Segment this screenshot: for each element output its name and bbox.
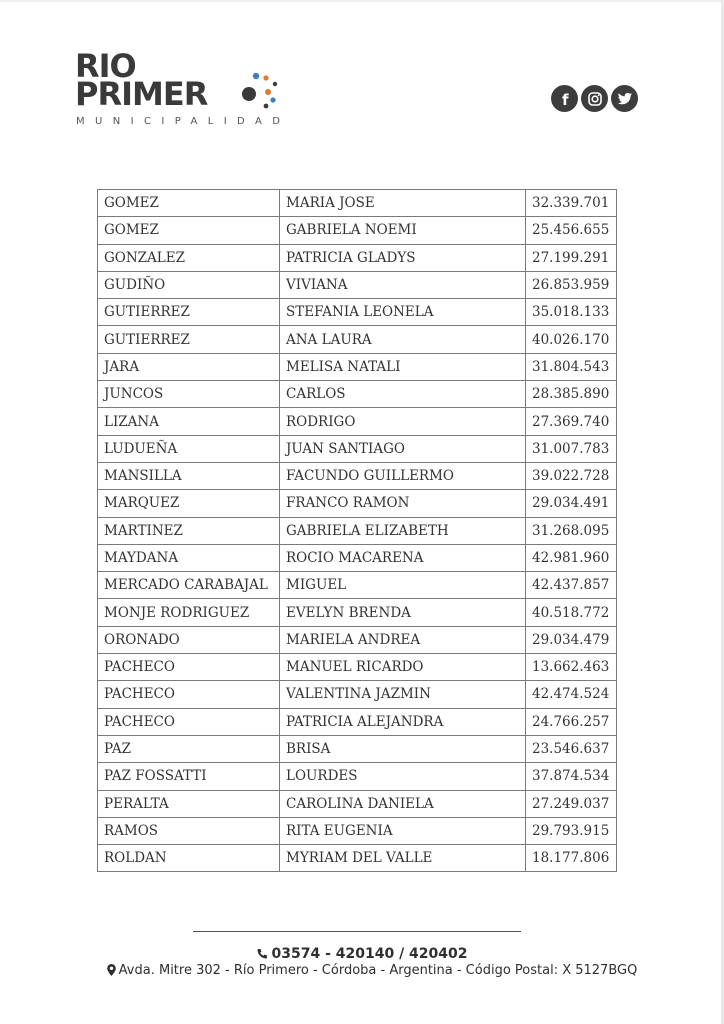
last-name-cell: MARTINEZ bbox=[98, 517, 280, 544]
first-name-cell: BRISA bbox=[280, 735, 526, 762]
dni-cell: 27.369.740 bbox=[526, 408, 617, 435]
first-name-cell: FRANCO RAMON bbox=[280, 490, 526, 517]
first-name-cell: JUAN SANTIAGO bbox=[280, 435, 526, 462]
dni-cell: 40.026.170 bbox=[526, 326, 617, 353]
table-row bbox=[98, 408, 617, 435]
table-row bbox=[98, 544, 617, 571]
roster-table bbox=[97, 189, 617, 872]
first-name-cell: MARIA JOSE bbox=[280, 190, 526, 217]
dni-cell: 32.339.701 bbox=[526, 190, 617, 217]
first-name-cell: LOURDES bbox=[280, 763, 526, 790]
table-row bbox=[98, 763, 617, 790]
first-name-cell: MYRIAM DEL VALLE bbox=[280, 845, 526, 872]
table-row bbox=[98, 271, 617, 298]
dni-cell: 25.456.655 bbox=[526, 217, 617, 244]
dni-cell: 42.981.960 bbox=[526, 544, 617, 571]
twitter-icon[interactable] bbox=[611, 85, 638, 112]
last-name-cell: RAMOS bbox=[98, 817, 280, 844]
table-row bbox=[98, 572, 617, 599]
dni-cell: 26.853.959 bbox=[526, 271, 617, 298]
dni-cell: 31.007.783 bbox=[526, 435, 617, 462]
table-row bbox=[98, 217, 617, 244]
last-name-cell: MONJE RODRIGUEZ bbox=[98, 599, 280, 626]
last-name-cell: MARQUEZ bbox=[98, 490, 280, 517]
first-name-cell: VALENTINA JAZMIN bbox=[280, 681, 526, 708]
dni-cell: 29.034.479 bbox=[526, 626, 617, 653]
last-name-cell: PERALTA bbox=[98, 790, 280, 817]
municipality-logo bbox=[75, 48, 290, 130]
first-name-cell: RITA EUGENIA bbox=[280, 817, 526, 844]
footer-phone: 03574 - 420140 / 420402 bbox=[271, 946, 468, 962]
first-name-cell: CAROLINA DANIELA bbox=[280, 790, 526, 817]
table-row bbox=[98, 490, 617, 517]
svg-text:f: f bbox=[561, 90, 569, 107]
last-name-cell: MANSILLA bbox=[98, 462, 280, 489]
dni-cell: 28.385.890 bbox=[526, 381, 617, 408]
first-name-cell: GABRIELA ELIZABETH bbox=[280, 517, 526, 544]
last-name-cell: PACHECO bbox=[98, 708, 280, 735]
dni-cell: 18.177.806 bbox=[526, 845, 617, 872]
logo-figure-icon bbox=[238, 70, 280, 112]
dni-cell: 23.546.637 bbox=[526, 735, 617, 762]
table-row bbox=[98, 381, 617, 408]
table-row bbox=[98, 353, 617, 380]
dni-cell: 31.268.095 bbox=[526, 517, 617, 544]
last-name-cell: PAZ FOSSATTI bbox=[98, 763, 280, 790]
first-name-cell: CARLOS bbox=[280, 381, 526, 408]
dni-cell: 27.199.291 bbox=[526, 244, 617, 271]
dni-cell: 24.766.257 bbox=[526, 708, 617, 735]
table-row bbox=[98, 817, 617, 844]
first-name-cell: STEFANIA LEONELA bbox=[280, 299, 526, 326]
dni-cell: 13.662.463 bbox=[526, 654, 617, 681]
last-name-cell: ORONADO bbox=[98, 626, 280, 653]
last-name-cell: PACHECO bbox=[98, 654, 280, 681]
dni-cell: 27.249.037 bbox=[526, 790, 617, 817]
social-links bbox=[551, 85, 638, 113]
footer-divider bbox=[193, 931, 521, 932]
table-row bbox=[98, 190, 617, 217]
last-name-cell: GUDIÑO bbox=[98, 271, 280, 298]
logo-line-rio: RIO bbox=[75, 47, 136, 85]
footer-phone-line bbox=[0, 946, 724, 962]
footer-address-line bbox=[10, 963, 724, 978]
table-row bbox=[98, 654, 617, 681]
last-name-cell: GOMEZ bbox=[98, 217, 280, 244]
table-row bbox=[98, 435, 617, 462]
first-name-cell: MARIELA ANDREA bbox=[280, 626, 526, 653]
dni-cell: 35.018.133 bbox=[526, 299, 617, 326]
last-name-cell: PACHECO bbox=[98, 681, 280, 708]
scan-edge-top bbox=[0, 0, 724, 2]
last-name-cell: GONZALEZ bbox=[98, 244, 280, 271]
logo-subtitle: MUNICIPALIDAD bbox=[76, 116, 291, 127]
first-name-cell: PATRICIA ALEJANDRA bbox=[280, 708, 526, 735]
table-row bbox=[98, 326, 617, 353]
table-row bbox=[98, 626, 617, 653]
table-row bbox=[98, 681, 617, 708]
first-name-cell: MIGUEL bbox=[280, 572, 526, 599]
table-row bbox=[98, 599, 617, 626]
first-name-cell: PATRICIA GLADYS bbox=[280, 244, 526, 271]
first-name-cell: ROCIO MACARENA bbox=[280, 544, 526, 571]
last-name-cell: PAZ bbox=[98, 735, 280, 762]
last-name-cell: ROLDAN bbox=[98, 845, 280, 872]
dni-cell: 29.034.491 bbox=[526, 490, 617, 517]
table-row bbox=[98, 517, 617, 544]
table-row bbox=[98, 845, 617, 872]
first-name-cell: MELISA NATALI bbox=[280, 353, 526, 380]
footer-address: Avda. Mitre 302 - Río Primero - Córdoba - Argentina - Código Postal: X 5127BGQ bbox=[118, 963, 638, 978]
last-name-cell: GUTIERREZ bbox=[98, 326, 280, 353]
dni-cell: 39.022.728 bbox=[526, 462, 617, 489]
roster-table-body bbox=[98, 190, 617, 872]
last-name-cell: GOMEZ bbox=[98, 190, 280, 217]
dni-cell: 29.793.915 bbox=[526, 817, 617, 844]
dni-cell: 40.518.772 bbox=[526, 599, 617, 626]
last-name-cell: LIZANA bbox=[98, 408, 280, 435]
first-name-cell: ANA LAURA bbox=[280, 326, 526, 353]
instagram-icon[interactable] bbox=[581, 85, 608, 112]
table-row bbox=[98, 790, 617, 817]
last-name-cell: MERCADO CARABAJAL bbox=[98, 572, 280, 599]
table-row bbox=[98, 462, 617, 489]
first-name-cell: FACUNDO GUILLERMO bbox=[280, 462, 526, 489]
dni-cell: 42.437.857 bbox=[526, 572, 617, 599]
dni-cell: 31.804.543 bbox=[526, 353, 617, 380]
first-name-cell: VIVIANA bbox=[280, 271, 526, 298]
table-row bbox=[98, 299, 617, 326]
last-name-cell: JUNCOS bbox=[98, 381, 280, 408]
table-row bbox=[98, 708, 617, 735]
location-pin-icon bbox=[107, 964, 116, 976]
last-name-cell: JARA bbox=[98, 353, 280, 380]
last-name-cell: LUDUEÑA bbox=[98, 435, 280, 462]
facebook-icon[interactable] bbox=[551, 85, 578, 112]
logo-line-primer: PRIMER bbox=[75, 75, 208, 113]
last-name-cell: GUTIERREZ bbox=[98, 299, 280, 326]
first-name-cell: GABRIELA NOEMI bbox=[280, 217, 526, 244]
last-name-cell: MAYDANA bbox=[98, 544, 280, 571]
table-row bbox=[98, 735, 617, 762]
first-name-cell: MANUEL RICARDO bbox=[280, 654, 526, 681]
table-row bbox=[98, 244, 617, 271]
first-name-cell: EVELYN BRENDA bbox=[280, 599, 526, 626]
dni-cell: 37.874.534 bbox=[526, 763, 617, 790]
first-name-cell: RODRIGO bbox=[280, 408, 526, 435]
phone-icon bbox=[256, 948, 268, 960]
dni-cell: 42.474.524 bbox=[526, 681, 617, 708]
